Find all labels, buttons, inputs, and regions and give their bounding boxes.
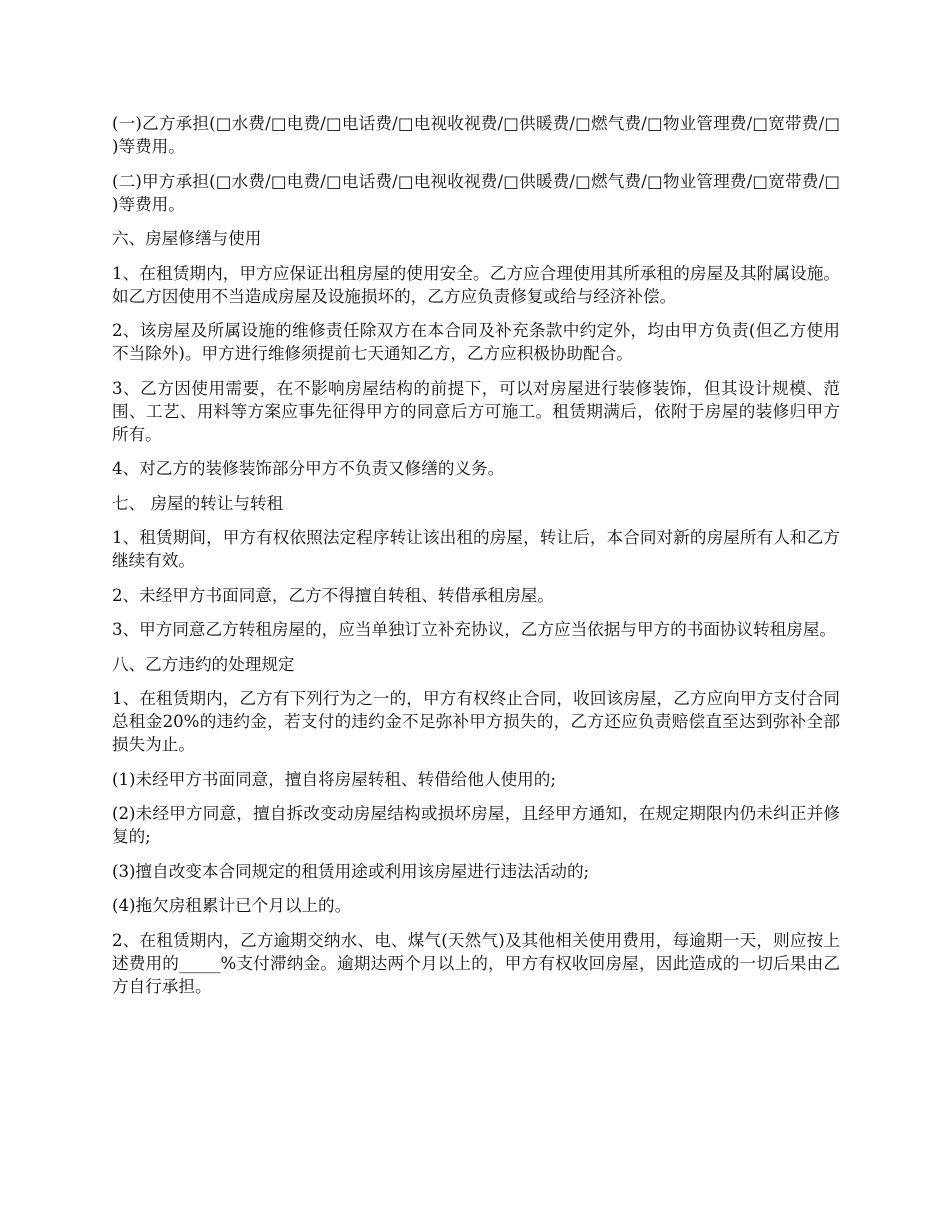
clause-breach-item-1: (1)未经甲方书面同意，擅自将房屋转租、转借给他人使用的; xyxy=(112,769,556,789)
clause-breach-item-3: (3)擅自改变本合同规定的租赁用途或利用该房屋进行违法活动的; xyxy=(112,861,590,881)
clause-breach-2: 2、在租赁期内，乙方逾期交纳水、电、煤气(天然气)及其他相关使用费用，每逾期一天，则应按上述费用的_____%支付滞纳金。逾期达两个月以上的，甲方有权收回房屋，因此造成的一切后果由乙方自行承担。 xyxy=(112,930,840,996)
section-heading-transfer: 七、 房屋的转让与转租 xyxy=(112,493,284,513)
clause-transfer-2: 2、未经甲方书面同意，乙方不得擅自转租、转借承租房屋。 xyxy=(112,585,554,605)
clause-breach-item-2: (2)未经甲方同意，擅自拆改变动房屋结构或损坏房屋，且经甲方通知，在规定期限内仍未纠正并修复的; xyxy=(112,804,840,846)
clause-party-b-fees: (一)乙方承担(□水费/□电费/□电话费/□电视收视费/□供暖费/□燃气费/□物业管理费/□宽带费/□ )等费用。 xyxy=(112,114,840,156)
clause-breach-1: 1、在租赁期内，乙方有下列行为之一的，甲方有权终止合同，收回该房屋，乙方应向甲方支付合同总租金20%的违约金，若支付的违约金不足弥补甲方损失的，乙方还应负责赔偿直至达到弥补全部损失为止。 xyxy=(112,689,840,754)
section-heading-breach: 八、乙方违约的处理规定 xyxy=(112,654,295,674)
clause-transfer-1: 1、租赁期间，甲方有权依照法定程序转让该出租的房屋，转让后，本合同对新的房屋所有人和乙方继续有效。 xyxy=(112,528,840,570)
clause-repair-3: 3、乙方因使用需要，在不影响房屋结构的前提下，可以对房屋进行装修装饰，但其设计规模、范围、工艺、用料等方案应事先征得甲方的同意后方可施工。租赁期满后，依附于房屋的装修归甲方所有。 xyxy=(112,378,840,444)
document-body xyxy=(112,112,840,1009)
clause-breach-item-4: (4)拖欠房租累计已个月以上的。 xyxy=(112,896,352,915)
clause-repair-4: 4、对乙方的装修装饰部分甲方不负责又修缮的义务。 xyxy=(112,459,505,478)
clause-repair-2: 2、该房屋及所属设施的维修责任除双方在本合同及补充条款中约定外，均由甲方负责(但乙方使用不当除外)。甲方进行维修须提前七天通知乙方，乙方应积极协助配合。 xyxy=(112,321,840,363)
clause-transfer-3: 3、甲方同意乙方转租房屋的，应当单独订立补充协议，乙方应当依据与甲方的书面协议转租房屋。 xyxy=(112,620,837,639)
section-heading-repair: 六、房屋修缮与使用 xyxy=(112,229,262,248)
clause-repair-1: 1、在租赁期内，甲方应保证出租房屋的使用安全。乙方应合理使用其所承租的房屋及其附属设施。如乙方因使用不当造成房屋及设施损坏的，乙方应负责修复或给与经济补偿。 xyxy=(112,263,840,306)
clause-party-a-fees: (二)甲方承担(□水费/□电费/□电话费/□电视收视费/□供暖费/□燃气费/□物业管理费/□宽带费/□ )等费用。 xyxy=(112,171,840,214)
